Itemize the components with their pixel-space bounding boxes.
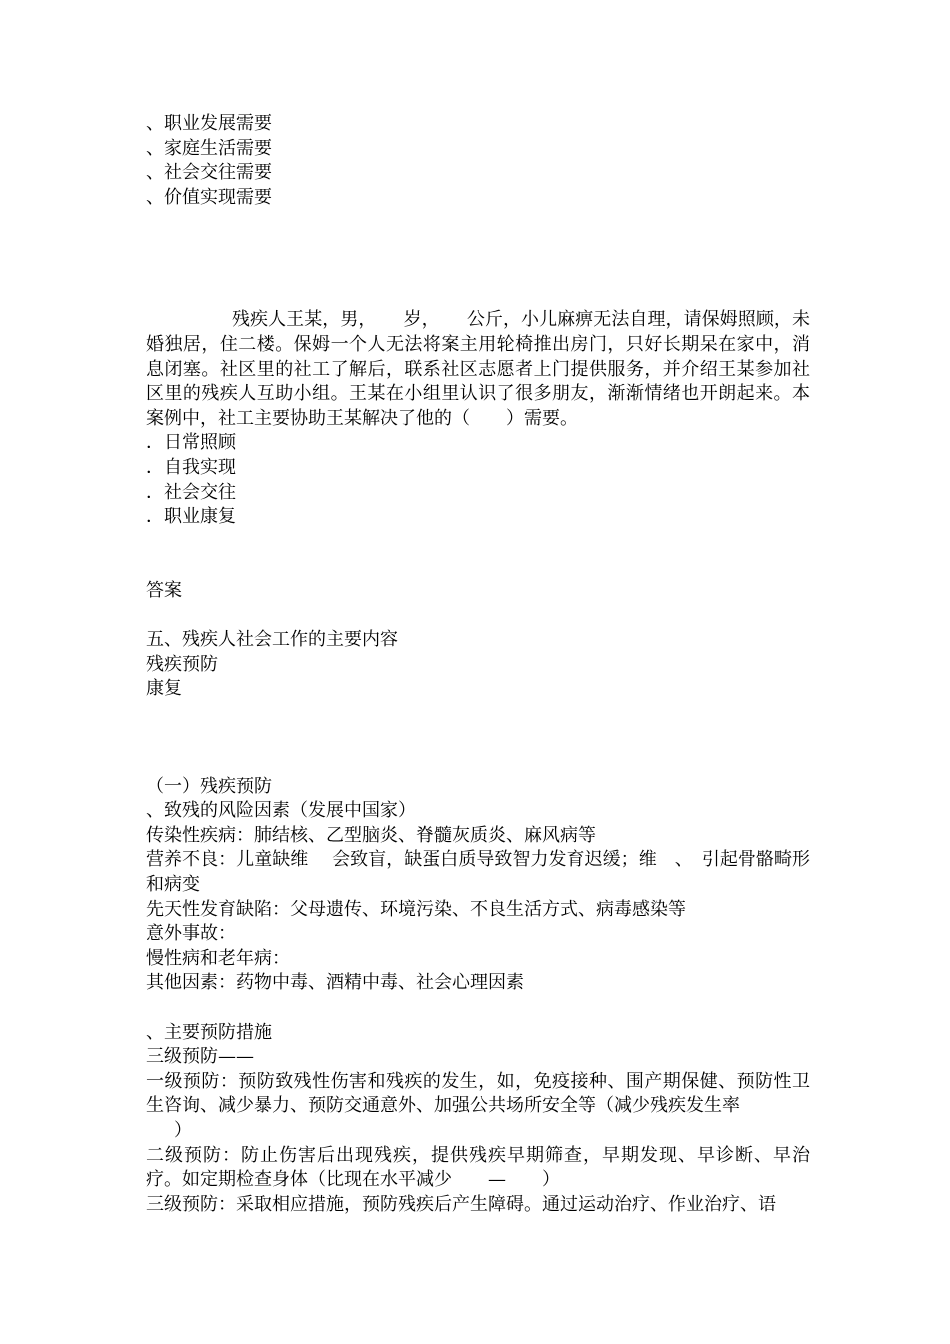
answer-label: 答案 (146, 579, 182, 601)
spacer (146, 530, 810, 579)
section-item: 残疾预防 (146, 653, 218, 675)
option-item: ．社会交往 (146, 481, 236, 503)
three-level-label: 三级预防—— (146, 1046, 254, 1068)
risk-infectious: 传染性疾病：肺结核、乙型脑炎、脊髓灰质炎、麻风病等 (146, 824, 596, 846)
risk-accident: 意外事故： (146, 923, 236, 945)
option-item: ．日常照顾 (146, 432, 236, 454)
measures-heading: 、主要预防措施 (146, 1021, 272, 1043)
level1-text: 一级预防：预防致残性伤害和残疾的发生，如，免疫接种、围产期保健、预防性卫生咨询、减少暴力、预防交通意外、加强公共场所安全等（减少残疾发生率 (146, 1070, 810, 1117)
document-page (146, 112, 810, 1217)
list-item: 、家庭生活需要 (146, 137, 272, 159)
risk-chronic: 慢性病和老年病： (146, 947, 290, 969)
list-item: 、价值实现需要 (146, 186, 272, 208)
case-options (146, 431, 810, 529)
case-question-text: 残疾人王某，男， 岁， 公斤，小儿麻痹无法自理，请保姆照顾，未婚独居，住二楼。保姆一个人无法将案主用轮椅推出房门，只好长期呆在家中，消息闭塞。社区里的社工了解后，联系社区志愿者上门提供服务，并介绍王某参加社区里的残疾人互助小组。王某在小组里认识了很多朋友，渐渐情绪也开朗起来。本案例中，社工主要协助王某解决了他的（ ）需要。 (146, 309, 810, 429)
risk-factors-heading: 、致残的风险因素（发展中国家） (146, 800, 416, 822)
list-item: 、职业发展需要 (146, 113, 272, 134)
spacer (146, 996, 810, 1021)
option-item: ．自我实现 (146, 456, 236, 478)
risk-nutrition: 营养不良：儿童缺维 会致盲，缺蛋白质导致智力发育迟缓；维 、 引起骨骼畸形和病变 (146, 849, 810, 896)
level3-text: 三级预防：采取相应措施，预防残疾后产生障碍。通过运动治疗、作业治疗、语 (146, 1193, 776, 1215)
spacer (146, 702, 810, 775)
risk-other: 其他因素：药物中毒、酒精中毒、社会心理因素 (146, 972, 524, 994)
level2-text: 二级预防：防止伤害后出现残疾，提供残疾早期筛查，早期发现、早诊断、早治疗。如定期检查身体（比现在水平减少 — ） (146, 1144, 810, 1191)
risk-congenital: 先天性发育缺陷：父母遗传、环境污染、不良生活方式、病毒感染等 (146, 898, 686, 920)
needs-list (146, 112, 810, 210)
option-item: ．职业康复 (146, 506, 236, 528)
section-heading: 五、残疾人社会工作的主要内容 (146, 628, 398, 650)
spacer (146, 210, 810, 308)
subsection-heading: （一）残疾预防 (146, 775, 272, 797)
section-item: 康复 (146, 678, 182, 700)
list-item: 、社会交往需要 (146, 162, 272, 184)
spacer (146, 603, 810, 628)
level1-tail: ） (174, 1120, 192, 1141)
